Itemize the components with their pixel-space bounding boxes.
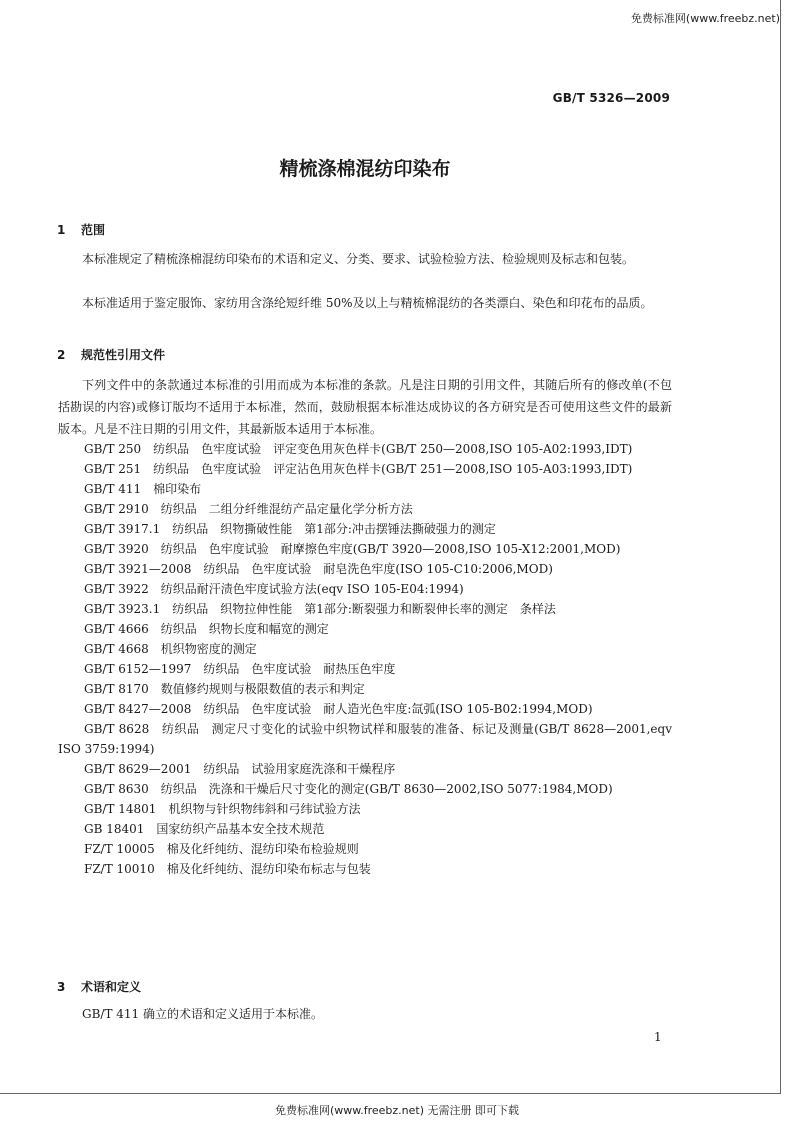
section-title: 术语和定义 bbox=[81, 980, 142, 994]
paragraph: 本标准适用于鉴定服饰、家纺用含涤纶短纤维 50%及以上与精梳棉混纺的各类漂白、染色和印花布的品质。 bbox=[82, 296, 653, 310]
reference-item: GB/T 2910 纺织品 二组分纤维混纺产品定量化学分析方法 bbox=[84, 502, 413, 516]
reference-item: GB/T 3917.1 纺织品 织物撕破性能 第1部分:冲击摆锤法撕破强力的测定 bbox=[84, 522, 496, 536]
section-title: 规范性引用文件 bbox=[81, 348, 166, 362]
page-border-bottom bbox=[0, 1093, 781, 1094]
reference-item: GB 18401 国家纺织产品基本安全技术规范 bbox=[84, 822, 325, 836]
reference-item: GB/T 4668 机织物密度的测定 bbox=[84, 642, 257, 656]
section-number: 3 bbox=[57, 980, 66, 994]
reference-item: GB/T 250 纺织品 色牢度试验 评定变色用灰色样卡(GB/T 250—2008,ISO 105-A02:1993,IDT) bbox=[84, 442, 633, 456]
reference-item: GB/T 411 棉印染布 bbox=[84, 482, 202, 496]
reference-item: GB/T 3922 纺织品耐汗渍色牢度试验方法(eqv ISO 105-E04:1994) bbox=[84, 582, 464, 596]
section-number: 2 bbox=[57, 348, 66, 362]
document-title: 精梳涤棉混纺印染布 bbox=[279, 158, 451, 180]
section-heading-scope bbox=[57, 221, 105, 238]
reference-item: GB/T 14801 机织物与针织物纬斜和弓纬试验方法 bbox=[84, 802, 361, 816]
reference-item: GB/T 4666 纺织品 织物长度和幅宽的测定 bbox=[84, 622, 329, 636]
page-number: 1 bbox=[654, 1030, 662, 1044]
reference-item: GB/T 3920 纺织品 色牢度试验 耐摩擦色牢度(GB/T 3920—2008,ISO 105-X12:2001,MOD) bbox=[84, 542, 621, 556]
reference-item: GB/T 8427—2008 纺织品 色牢度试验 耐人造光色牢度:氙弧(ISO 105-B02:1994,MOD) bbox=[84, 702, 593, 716]
reference-item: GB/T 251 纺织品 色牢度试验 评定沾色用灰色样卡(GB/T 251—2008,ISO 105-A03:1993,IDT) bbox=[84, 462, 633, 476]
paragraph: GB/T 411 确立的术语和定义适用于本标准。 bbox=[82, 1007, 323, 1021]
reference-item: GB/T 3923.1 纺织品 织物拉伸性能 第1部分:断裂强力和断裂伸长率的测定 条样法 bbox=[84, 602, 556, 616]
section-heading-normative-references bbox=[57, 346, 165, 363]
standard-code: GB/T 5326—2009 bbox=[552, 91, 670, 105]
watermark-bottom: 免费标准网(www.freebz.net) 无需注册 即可下载 bbox=[274, 1104, 520, 1117]
watermark-top: 免费标准网(www.freebz.net) bbox=[630, 12, 780, 25]
paragraph: 本标准规定了精梳涤棉混纺印染布的术语和定义、分类、要求、试验检验方法、检验规则及标志和包装。 bbox=[82, 252, 635, 266]
reference-list bbox=[58, 439, 672, 879]
reference-item: GB/T 8628 纺织品 测定尺寸变化的试验中织物试样和服装的准备、标记及测量(GB/T 8628—2001,eqv ISO 3759:1994) bbox=[58, 722, 672, 756]
section-number: 1 bbox=[57, 223, 66, 237]
reference-item: GB/T 8629—2001 纺织品 试验用家庭洗涤和干燥程序 bbox=[84, 762, 396, 776]
reference-item: FZ/T 10005 棉及化纤纯纺、混纺印染布检验规则 bbox=[84, 842, 359, 856]
reference-item: GB/T 8170 数值修约规则与极限数值的表示和判定 bbox=[84, 682, 365, 696]
paragraph: 下列文件中的条款通过本标准的引用而成为本标准的条款。凡是注日期的引用文件，其随后所有的修改单(不包括勘误的内容)或修订版均不适用于本标准，然而，鼓励根据本标准达成协议的各方研究是否可使用这些文件的最新版本。凡是不注日期的引用文件，其最新版本适用于本标准。 bbox=[58, 378, 672, 436]
page-border-right bbox=[780, 0, 781, 1094]
reference-item: GB/T 6152—1997 纺织品 色牢度试验 耐热压色牢度 bbox=[84, 662, 396, 676]
reference-item: GB/T 8630 纺织品 洗涤和干燥后尺寸变化的测定(GB/T 8630—2002,ISO 5077:1984,MOD) bbox=[84, 782, 613, 796]
reference-item: GB/T 3921—2008 纺织品 色牢度试验 耐皂洗色牢度(ISO 105-C10:2006,MOD) bbox=[84, 562, 553, 576]
section-heading-terms bbox=[57, 978, 141, 995]
section-title: 范围 bbox=[81, 223, 106, 237]
reference-item: FZ/T 10010 棉及化纤纯纺、混纺印染布标志与包装 bbox=[84, 862, 371, 876]
